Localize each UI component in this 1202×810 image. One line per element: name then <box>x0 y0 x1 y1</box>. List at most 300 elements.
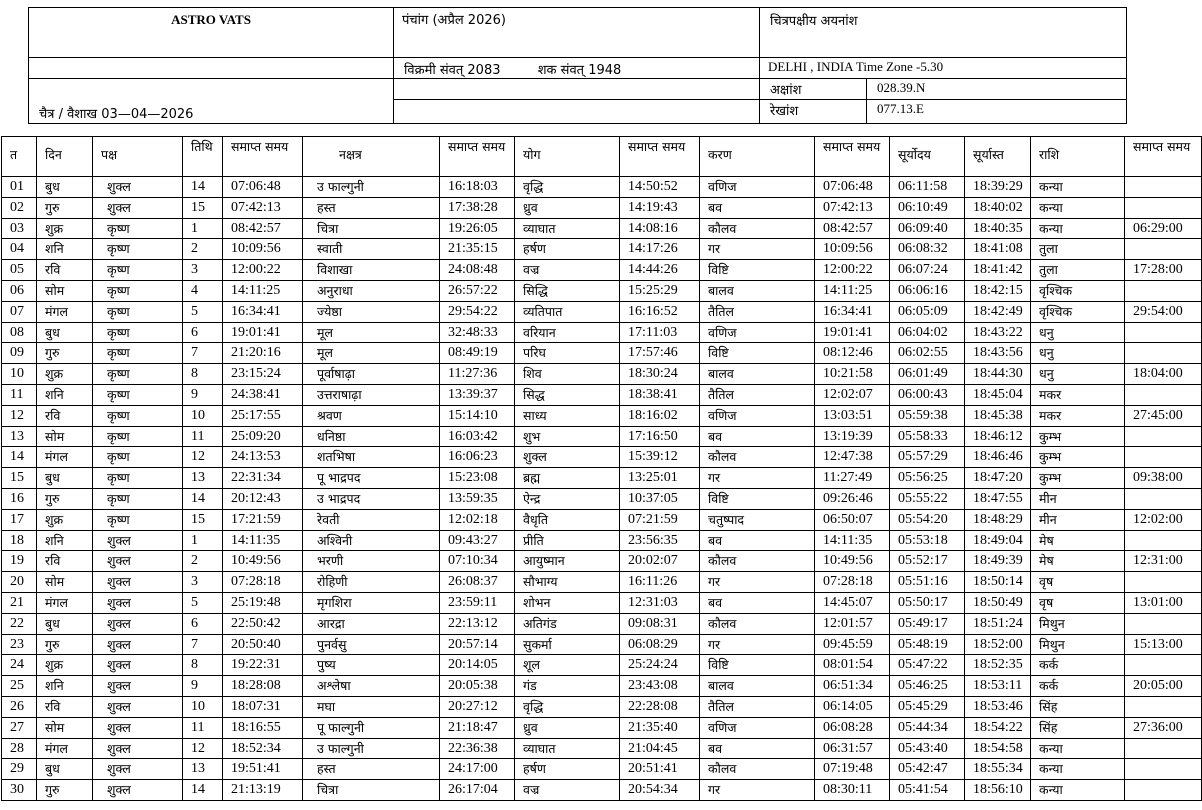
col-header-date: त <box>2 137 37 177</box>
cell-karana-end: 06:50:07 <box>815 509 890 530</box>
cell-karana: गर <box>700 572 815 593</box>
cell-date: 19 <box>2 551 37 572</box>
cell-karana-end: 10:21:58 <box>815 364 890 385</box>
cell-sunset: 18:50:49 <box>965 592 1031 613</box>
cell-paksha: शुक्ल <box>93 655 183 676</box>
cell-tithi-end: 24:13:53 <box>223 447 303 468</box>
cell-date: 04 <box>2 239 37 260</box>
cell-yoga-end: 18:38:41 <box>620 384 700 405</box>
cell-nakshatra-end: 23:59:11 <box>440 592 515 613</box>
cell-karana: वणिज <box>700 717 815 738</box>
cell-date: 20 <box>2 572 37 593</box>
cell-karana: विष्टि <box>700 655 815 676</box>
cell-karana-end: 08:01:54 <box>815 655 890 676</box>
cell-karana-end: 09:26:46 <box>815 488 890 509</box>
cell-paksha: शुक्ल <box>93 592 183 613</box>
cell-karana-end: 12:02:07 <box>815 384 890 405</box>
cell-nakshatra-end: 12:02:18 <box>440 509 515 530</box>
cell-tithi: 11 <box>183 426 223 447</box>
cell-day: शुक्र <box>37 655 93 676</box>
cell-rashi: कन्या <box>1031 759 1125 780</box>
cell-nakshatra: पू भाद्रपद <box>303 468 440 489</box>
cell-tithi: 14 <box>183 488 223 509</box>
cell-karana: गर <box>700 239 815 260</box>
cell-yoga-end: 14:44:26 <box>620 260 700 281</box>
table-row <box>2 738 1202 759</box>
cell-yoga-end: 14:50:52 <box>620 177 700 198</box>
cell-yoga: व्यतिपात <box>515 301 620 322</box>
cell-rashi-end <box>1125 613 1202 634</box>
cell-paksha: कृष्ण <box>93 301 183 322</box>
cell-tithi-end: 10:09:56 <box>223 239 303 260</box>
col-header-sunrise: सूर्योदय <box>890 137 965 177</box>
cell-day: गुरु <box>37 634 93 655</box>
brand-name: ASTRO VATS <box>29 8 394 52</box>
cell-karana: कौलव <box>700 759 815 780</box>
cell-karana: बालव <box>700 280 815 301</box>
cell-tithi-end: 07:42:13 <box>223 197 303 218</box>
cell-tithi: 6 <box>183 322 223 343</box>
longitude-label: रेखांश <box>760 100 867 124</box>
cell-sunset: 18:47:55 <box>965 488 1031 509</box>
cell-tithi-end: 18:07:31 <box>223 696 303 717</box>
cell-tithi: 5 <box>183 592 223 613</box>
cell-sunset: 18:45:38 <box>965 405 1031 426</box>
cell-rashi-end: 13:01:00 <box>1125 592 1202 613</box>
table-row <box>2 551 1202 572</box>
cell-sunrise: 05:51:16 <box>890 572 965 593</box>
cell-paksha: कृष्ण <box>93 280 183 301</box>
cell-paksha: कृष्ण <box>93 260 183 281</box>
table-row <box>2 780 1202 801</box>
cell-yoga-end: 18:30:24 <box>620 364 700 385</box>
cell-nakshatra-end: 16:06:23 <box>440 447 515 468</box>
cell-tithi-end: 17:21:59 <box>223 509 303 530</box>
month-date: चैत्र / वैशाख 03—04—2026 <box>29 100 394 124</box>
cell-sunrise: 05:42:47 <box>890 759 965 780</box>
table-row <box>2 509 1202 530</box>
cell-tithi-end: 14:11:25 <box>223 280 303 301</box>
cell-date: 22 <box>2 613 37 634</box>
cell-nakshatra-end: 22:13:12 <box>440 613 515 634</box>
cell-rashi-end: 27:36:00 <box>1125 717 1202 738</box>
cell-date: 09 <box>2 343 37 364</box>
cell-yoga: ध्रुव <box>515 717 620 738</box>
cell-rashi: कन्या <box>1031 177 1125 198</box>
cell-date: 24 <box>2 655 37 676</box>
header-blank-cell-2 <box>29 79 394 100</box>
cell-tithi: 7 <box>183 343 223 364</box>
cell-nakshatra: शतभिषा <box>303 447 440 468</box>
cell-nakshatra-end: 26:17:04 <box>440 780 515 801</box>
cell-karana-end: 06:31:57 <box>815 738 890 759</box>
cell-yoga: हर्षण <box>515 239 620 260</box>
cell-yoga: ब्रह्म <box>515 468 620 489</box>
cell-nakshatra-end: 21:35:15 <box>440 239 515 260</box>
vikram-samvat: विक्रमी संवत् 2083 <box>404 63 501 78</box>
cell-paksha: शुक्ल <box>93 572 183 593</box>
cell-yoga: आयुष्मान <box>515 551 620 572</box>
cell-day: रवि <box>37 260 93 281</box>
cell-sunset: 18:40:35 <box>965 218 1031 239</box>
cell-yoga-end: 13:25:01 <box>620 468 700 489</box>
cell-yoga-end: 20:02:07 <box>620 551 700 572</box>
cell-nakshatra-end: 07:10:34 <box>440 551 515 572</box>
cell-tithi: 14 <box>183 177 223 198</box>
cell-rashi: मिथुन <box>1031 634 1125 655</box>
cell-tithi: 9 <box>183 676 223 697</box>
cell-karana-end: 06:14:05 <box>815 696 890 717</box>
cell-karana: बव <box>700 738 815 759</box>
cell-sunset: 18:43:56 <box>965 343 1031 364</box>
cell-date: 10 <box>2 364 37 385</box>
cell-tithi: 12 <box>183 447 223 468</box>
cell-yoga: साध्य <box>515 405 620 426</box>
cell-sunset: 18:42:15 <box>965 280 1031 301</box>
col-header-tithi: तिथि <box>183 137 223 177</box>
cell-yoga-end: 10:37:05 <box>620 488 700 509</box>
cell-yoga-end: 14:17:26 <box>620 239 700 260</box>
cell-karana-end: 06:08:28 <box>815 717 890 738</box>
cell-rashi-end: 06:29:00 <box>1125 218 1202 239</box>
cell-karana: कौलव <box>700 447 815 468</box>
cell-tithi-end: 21:20:16 <box>223 343 303 364</box>
col-header-rashi-end: समाप्त समय <box>1125 137 1202 177</box>
cell-karana: गर <box>700 634 815 655</box>
cell-tithi: 8 <box>183 655 223 676</box>
cell-nakshatra: मघा <box>303 696 440 717</box>
cell-sunrise: 05:56:25 <box>890 468 965 489</box>
cell-rashi-end: 12:31:00 <box>1125 551 1202 572</box>
cell-nakshatra-end: 17:38:28 <box>440 197 515 218</box>
cell-tithi: 1 <box>183 530 223 551</box>
cell-yoga-end: 23:56:35 <box>620 530 700 551</box>
cell-sunset: 18:54:58 <box>965 738 1031 759</box>
cell-nakshatra-end: 13:39:37 <box>440 384 515 405</box>
cell-sunrise: 06:11:58 <box>890 177 965 198</box>
cell-tithi: 1 <box>183 218 223 239</box>
cell-sunset: 18:53:11 <box>965 676 1031 697</box>
cell-paksha: कृष्ण <box>93 218 183 239</box>
cell-rashi-end <box>1125 759 1202 780</box>
cell-karana-end: 14:45:07 <box>815 592 890 613</box>
cell-nakshatra-end: 09:43:27 <box>440 530 515 551</box>
cell-sunrise: 05:48:19 <box>890 634 965 655</box>
cell-paksha: कृष्ण <box>93 405 183 426</box>
cell-nakshatra: रेवती <box>303 509 440 530</box>
cell-sunrise: 05:47:22 <box>890 655 965 676</box>
cell-sunrise: 05:50:17 <box>890 592 965 613</box>
cell-karana: बव <box>700 530 815 551</box>
cell-rashi-end: 15:13:00 <box>1125 634 1202 655</box>
table-row <box>2 343 1202 364</box>
cell-karana: वणिज <box>700 322 815 343</box>
cell-tithi-end: 22:31:34 <box>223 468 303 489</box>
cell-yoga-end: 16:11:26 <box>620 572 700 593</box>
cell-yoga-end: 14:08:16 <box>620 218 700 239</box>
cell-karana: विष्टि <box>700 488 815 509</box>
cell-sunrise: 05:58:33 <box>890 426 965 447</box>
table-row <box>2 405 1202 426</box>
cell-sunrise: 05:57:29 <box>890 447 965 468</box>
col-header-yoga-end: समाप्त समय <box>620 137 700 177</box>
cell-yoga: वैधृति <box>515 509 620 530</box>
table-row <box>2 426 1202 447</box>
cell-day: शुक्र <box>37 509 93 530</box>
table-row <box>2 177 1202 198</box>
cell-date: 15 <box>2 468 37 489</box>
cell-sunset: 18:43:22 <box>965 322 1031 343</box>
cell-paksha: शुक्ल <box>93 738 183 759</box>
cell-yoga: सुकर्मा <box>515 634 620 655</box>
cell-karana: चतुष्पाद <box>700 509 815 530</box>
header-blank-cell-4 <box>394 100 760 124</box>
cell-karana-end: 16:34:41 <box>815 301 890 322</box>
cell-tithi: 9 <box>183 384 223 405</box>
cell-sunrise: 05:43:40 <box>890 738 965 759</box>
cell-nakshatra-end: 15:14:10 <box>440 405 515 426</box>
cell-karana-end: 07:28:18 <box>815 572 890 593</box>
cell-tithi: 3 <box>183 260 223 281</box>
cell-tithi: 4 <box>183 280 223 301</box>
cell-sunrise: 05:45:29 <box>890 696 965 717</box>
cell-day: शनि <box>37 676 93 697</box>
cell-tithi-end: 21:13:19 <box>223 780 303 801</box>
cell-tithi-end: 10:49:56 <box>223 551 303 572</box>
cell-sunrise: 06:07:24 <box>890 260 965 281</box>
cell-sunset: 18:41:08 <box>965 239 1031 260</box>
cell-karana-end: 19:01:41 <box>815 322 890 343</box>
cell-sunset: 18:47:20 <box>965 468 1031 489</box>
table-row <box>2 676 1202 697</box>
cell-day: सोम <box>37 572 93 593</box>
cell-day: शुक्र <box>37 218 93 239</box>
cell-sunrise: 05:46:25 <box>890 676 965 697</box>
cell-rashi: वृष <box>1031 572 1125 593</box>
cell-day: मंगल <box>37 447 93 468</box>
table-row <box>2 488 1202 509</box>
cell-rashi: सिंह <box>1031 696 1125 717</box>
cell-day: सोम <box>37 426 93 447</box>
cell-rashi-end <box>1125 426 1202 447</box>
cell-rashi: कर्क <box>1031 655 1125 676</box>
table-row <box>2 218 1202 239</box>
cell-nakshatra: पुष्य <box>303 655 440 676</box>
cell-karana: कौलव <box>700 218 815 239</box>
cell-nakshatra: उत्तराषाढ़ा <box>303 384 440 405</box>
cell-nakshatra: हस्त <box>303 197 440 218</box>
cell-yoga-end: 12:31:03 <box>620 592 700 613</box>
cell-nakshatra-end: 15:23:08 <box>440 468 515 489</box>
table-row <box>2 759 1202 780</box>
cell-rashi-end <box>1125 239 1202 260</box>
cell-nakshatra: आरद्रा <box>303 613 440 634</box>
col-header-yoga: योग <box>515 137 620 177</box>
cell-yoga-end: 15:39:12 <box>620 447 700 468</box>
cell-yoga: व्याघात <box>515 738 620 759</box>
cell-rashi-end <box>1125 530 1202 551</box>
cell-yoga-end: 22:28:08 <box>620 696 700 717</box>
cell-sunset: 18:44:30 <box>965 364 1031 385</box>
cell-nakshatra-end: 24:17:00 <box>440 759 515 780</box>
table-row <box>2 322 1202 343</box>
cell-date: 11 <box>2 384 37 405</box>
cell-tithi-end: 25:19:48 <box>223 592 303 613</box>
cell-tithi-end: 19:51:41 <box>223 759 303 780</box>
cell-paksha: कृष्ण <box>93 239 183 260</box>
cell-rashi: वृश्चिक <box>1031 280 1125 301</box>
table-row <box>2 280 1202 301</box>
cell-paksha: शुक्ल <box>93 197 183 218</box>
cell-sunset: 18:46:12 <box>965 426 1031 447</box>
cell-karana-end: 12:47:38 <box>815 447 890 468</box>
cell-rashi-end <box>1125 343 1202 364</box>
cell-yoga-end: 16:16:52 <box>620 301 700 322</box>
cell-date: 27 <box>2 717 37 738</box>
cell-rashi: धनु <box>1031 343 1125 364</box>
cell-tithi-end: 08:42:57 <box>223 218 303 239</box>
cell-karana-end: 07:19:48 <box>815 759 890 780</box>
cell-karana-end: 07:42:13 <box>815 197 890 218</box>
cell-yoga: शूल <box>515 655 620 676</box>
cell-yoga: वृद्धि <box>515 177 620 198</box>
cell-sunrise: 05:55:22 <box>890 488 965 509</box>
cell-sunset: 18:39:29 <box>965 177 1031 198</box>
table-row <box>2 696 1202 717</box>
cell-sunrise: 06:00:43 <box>890 384 965 405</box>
cell-nakshatra: पुनर्वसु <box>303 634 440 655</box>
cell-tithi-end: 25:17:55 <box>223 405 303 426</box>
cell-day: रवि <box>37 405 93 426</box>
cell-tithi-end: 19:22:31 <box>223 655 303 676</box>
cell-day: मंगल <box>37 592 93 613</box>
cell-rashi-end <box>1125 447 1202 468</box>
cell-sunrise: 06:02:55 <box>890 343 965 364</box>
cell-nakshatra-end: 22:36:38 <box>440 738 515 759</box>
cell-yoga: सिद्ध <box>515 384 620 405</box>
cell-rashi: मीन <box>1031 509 1125 530</box>
cell-paksha: शुक्ल <box>93 717 183 738</box>
cell-date: 28 <box>2 738 37 759</box>
cell-karana: बव <box>700 197 815 218</box>
cell-karana: तैतिल <box>700 384 815 405</box>
cell-yoga-end: 21:04:45 <box>620 738 700 759</box>
cell-nakshatra: विशाखा <box>303 260 440 281</box>
cell-nakshatra-end: 16:18:03 <box>440 177 515 198</box>
cell-karana-end: 12:01:57 <box>815 613 890 634</box>
cell-rashi: तुला <box>1031 239 1125 260</box>
header-blank-cell-3 <box>394 79 760 100</box>
cell-nakshatra: अनुराधा <box>303 280 440 301</box>
cell-yoga-end: 07:21:59 <box>620 509 700 530</box>
cell-sunrise: 06:10:49 <box>890 197 965 218</box>
cell-karana-end: 09:45:59 <box>815 634 890 655</box>
cell-rashi-end <box>1125 780 1202 801</box>
cell-nakshatra: उ फाल्गुनी <box>303 738 440 759</box>
cell-date: 23 <box>2 634 37 655</box>
cell-tithi: 10 <box>183 405 223 426</box>
cell-date: 21 <box>2 592 37 613</box>
cell-rashi-end: 12:02:00 <box>1125 509 1202 530</box>
cell-tithi: 13 <box>183 468 223 489</box>
cell-karana: गर <box>700 468 815 489</box>
cell-rashi: मेष <box>1031 551 1125 572</box>
cell-sunrise: 06:08:32 <box>890 239 965 260</box>
cell-yoga: परिघ <box>515 343 620 364</box>
table-row <box>2 468 1202 489</box>
cell-karana: तैतिल <box>700 301 815 322</box>
cell-nakshatra-end: 20:14:05 <box>440 655 515 676</box>
table-row <box>2 197 1202 218</box>
cell-paksha: कृष्ण <box>93 509 183 530</box>
latitude-label: अक्षांश <box>760 79 867 100</box>
cell-yoga: वरियान <box>515 322 620 343</box>
samvat-info <box>394 58 760 79</box>
cell-rashi-end: 29:54:00 <box>1125 301 1202 322</box>
cell-date: 03 <box>2 218 37 239</box>
col-header-day: दिन <box>37 137 93 177</box>
cell-paksha: कृष्ण <box>93 468 183 489</box>
cell-rashi-end <box>1125 384 1202 405</box>
cell-karana: कौलव <box>700 613 815 634</box>
cell-nakshatra: रोहिणी <box>303 572 440 593</box>
latitude-value: 028.39.N <box>867 79 1127 100</box>
cell-karana-end: 10:09:56 <box>815 239 890 260</box>
cell-day: गुरु <box>37 780 93 801</box>
cell-date: 02 <box>2 197 37 218</box>
cell-sunrise: 05:41:54 <box>890 780 965 801</box>
cell-paksha: शुक्ल <box>93 530 183 551</box>
cell-sunrise: 06:01:49 <box>890 364 965 385</box>
cell-nakshatra-end: 26:08:37 <box>440 572 515 593</box>
cell-tithi: 12 <box>183 738 223 759</box>
col-header-sunset: सूर्यास्त <box>965 137 1031 177</box>
cell-sunrise: 06:05:09 <box>890 301 965 322</box>
col-header-nakshatra: नक्षत्र <box>303 137 440 177</box>
cell-sunrise: 05:53:18 <box>890 530 965 551</box>
cell-rashi: कन्या <box>1031 780 1125 801</box>
cell-karana: विष्टि <box>700 260 815 281</box>
cell-karana-end: 08:30:11 <box>815 780 890 801</box>
cell-sunset: 18:41:42 <box>965 260 1031 281</box>
cell-day: रवि <box>37 696 93 717</box>
cell-tithi-end: 12:00:22 <box>223 260 303 281</box>
cell-rashi-end <box>1125 177 1202 198</box>
cell-sunset: 18:56:10 <box>965 780 1031 801</box>
cell-tithi-end: 19:01:41 <box>223 322 303 343</box>
cell-sunset: 18:45:04 <box>965 384 1031 405</box>
shak-samvat: शक संवत् 1948 <box>537 63 622 78</box>
cell-yoga: व्याघात <box>515 218 620 239</box>
cell-day: मंगल <box>37 301 93 322</box>
cell-yoga: वज्र <box>515 780 620 801</box>
cell-yoga-end: 09:08:31 <box>620 613 700 634</box>
cell-rashi: कन्या <box>1031 738 1125 759</box>
cell-tithi: 2 <box>183 551 223 572</box>
cell-karana: विष्टि <box>700 343 815 364</box>
cell-yoga: शुभ <box>515 426 620 447</box>
cell-day: शुक्र <box>37 364 93 385</box>
cell-yoga-end: 15:25:29 <box>620 280 700 301</box>
cell-tithi-end: 18:16:55 <box>223 717 303 738</box>
cell-rashi-end: 27:45:00 <box>1125 405 1202 426</box>
cell-tithi: 7 <box>183 634 223 655</box>
cell-sunrise: 05:44:34 <box>890 717 965 738</box>
table-row <box>2 592 1202 613</box>
cell-nakshatra-end: 16:03:42 <box>440 426 515 447</box>
cell-karana: वणिज <box>700 405 815 426</box>
cell-day: सोम <box>37 280 93 301</box>
